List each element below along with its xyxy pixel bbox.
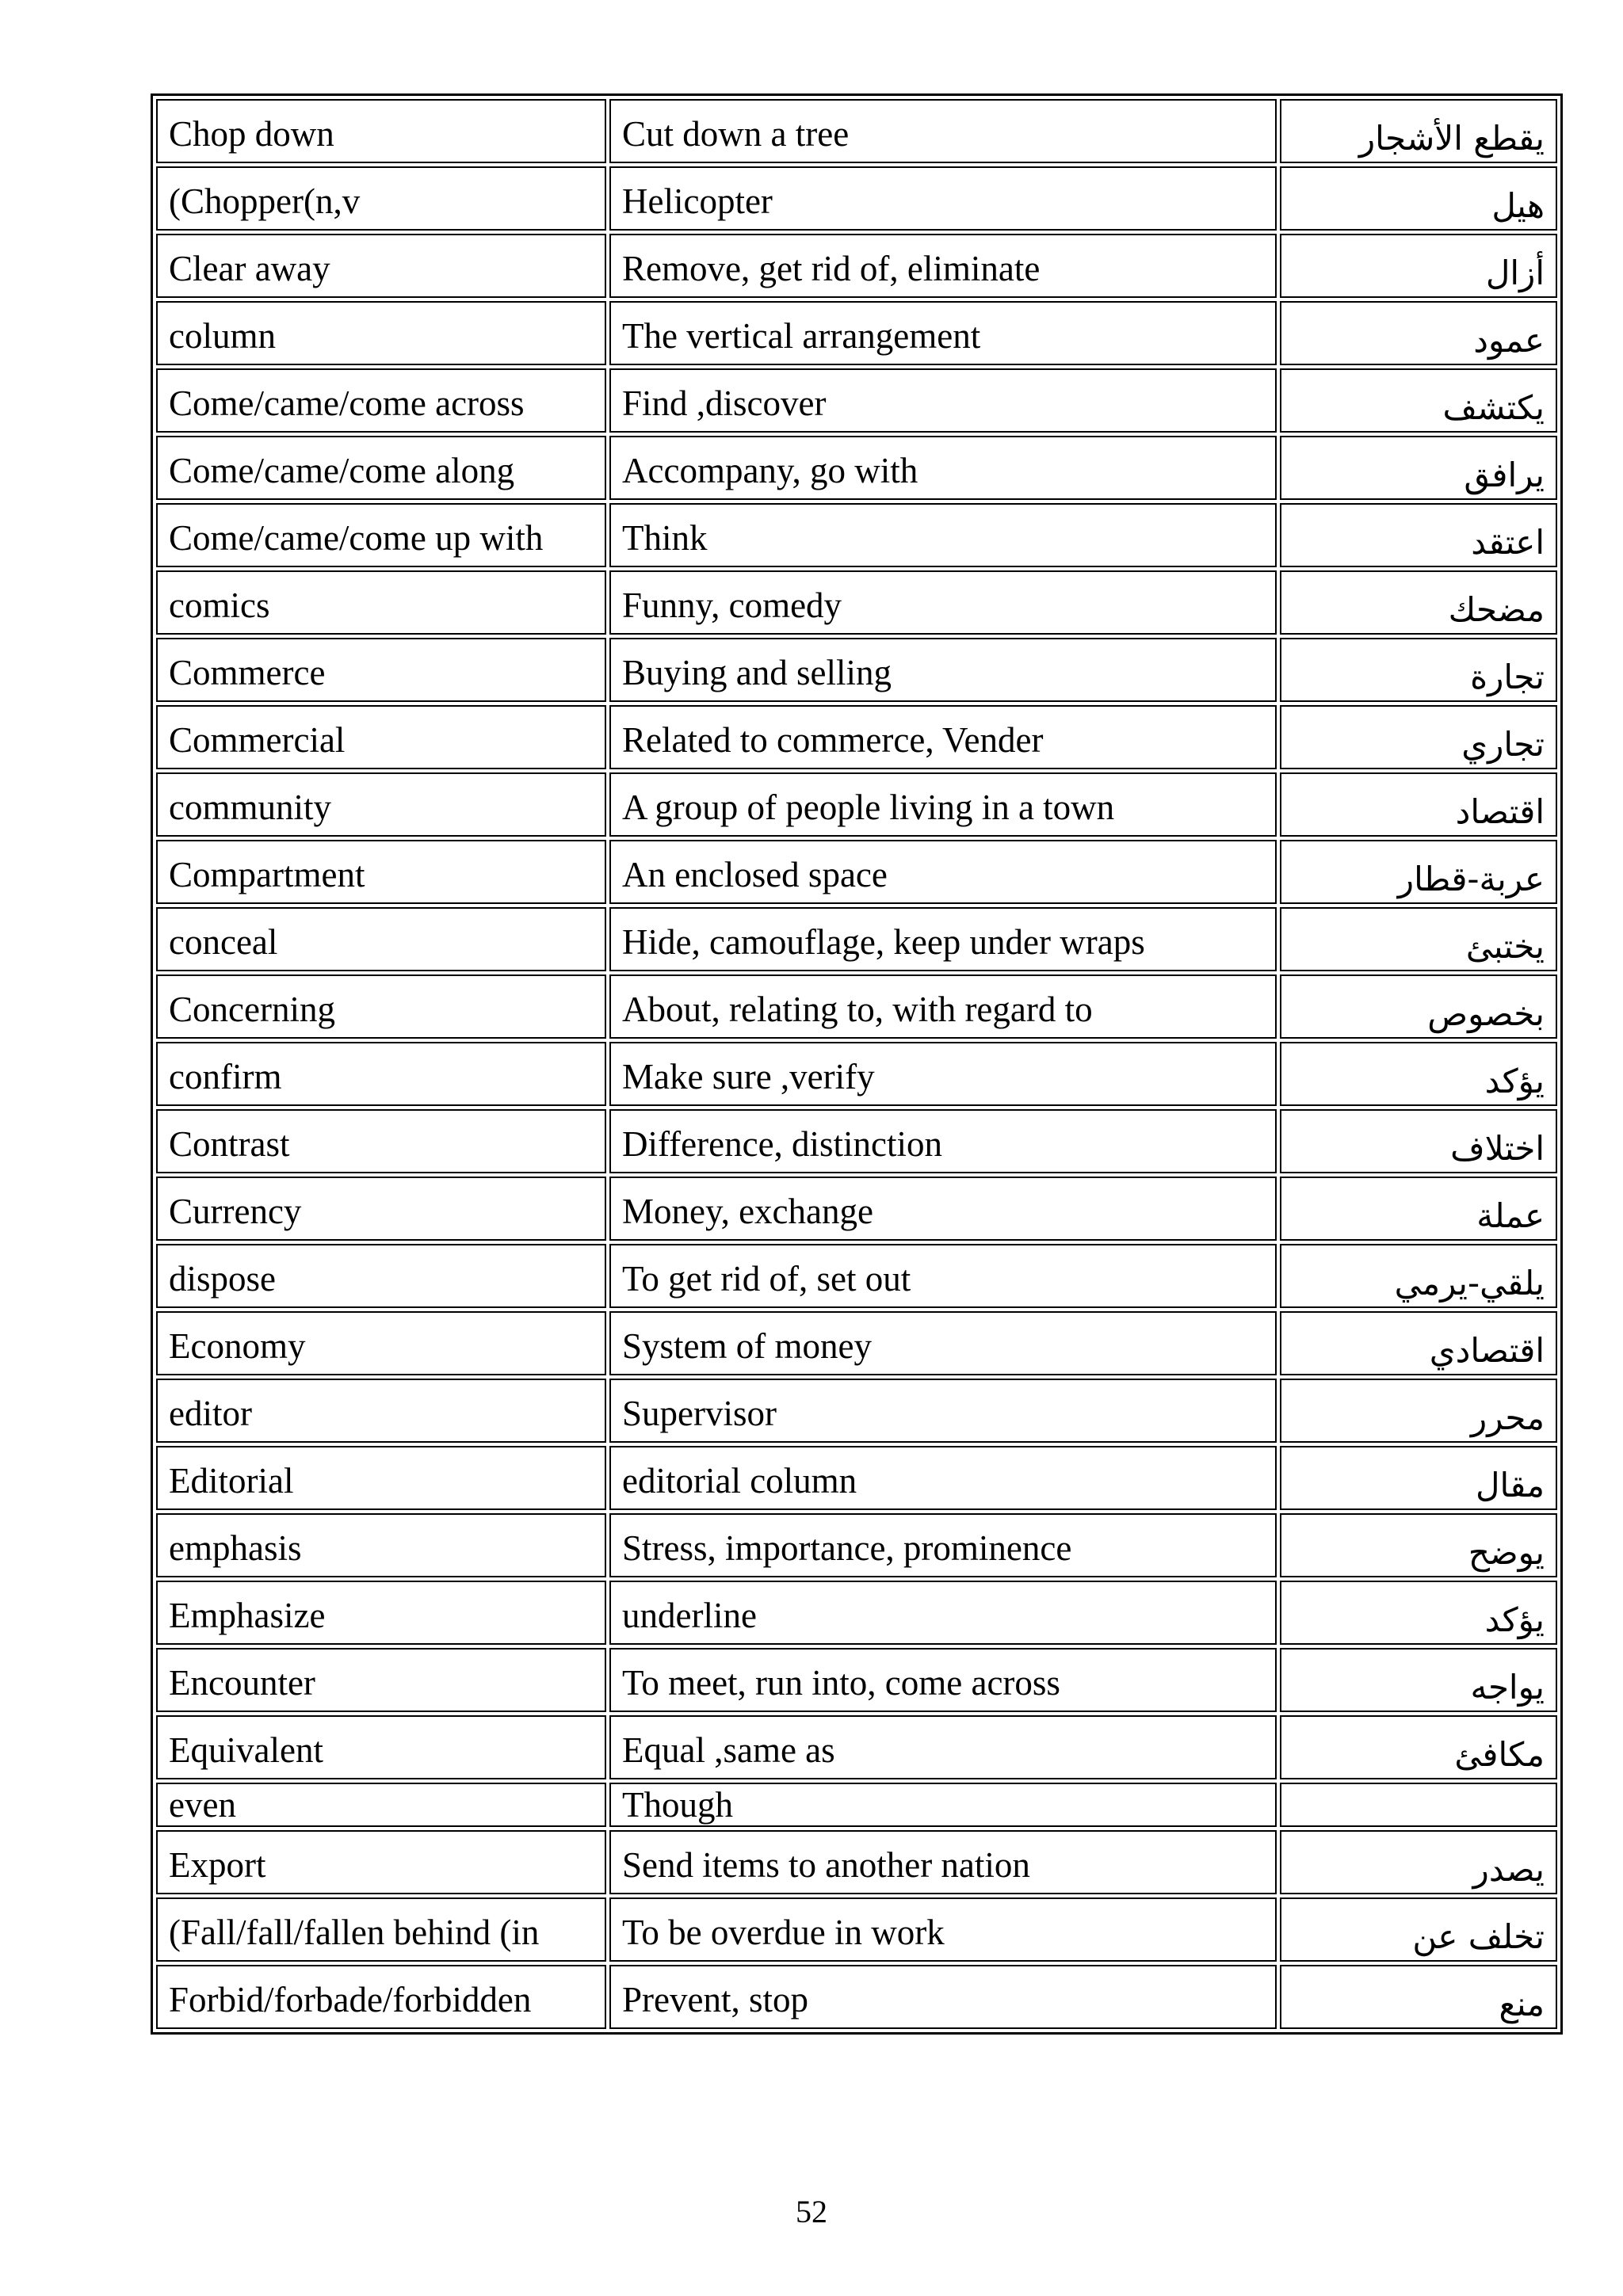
arabic-translation: يصدر — [1280, 1830, 1557, 1894]
english-meaning: Equal ,same as — [609, 1715, 1277, 1779]
english-meaning: A group of people living in a town — [609, 772, 1277, 837]
arabic-translation: يكتشف — [1280, 368, 1557, 433]
table-row — [156, 840, 1557, 904]
table-row — [156, 234, 1557, 298]
english-term: Export — [156, 1830, 606, 1894]
table-row — [156, 99, 1557, 163]
english-term: even — [156, 1783, 606, 1827]
english-meaning: editorial column — [609, 1446, 1277, 1510]
english-term: Currency — [156, 1177, 606, 1241]
english-term: Equivalent — [156, 1715, 606, 1779]
english-term: confirm — [156, 1042, 606, 1106]
arabic-translation: تخلف عن — [1280, 1897, 1557, 1962]
arabic-translation: عملة — [1280, 1177, 1557, 1241]
english-term: Editorial — [156, 1446, 606, 1510]
table-row — [156, 503, 1557, 567]
table-row — [156, 1715, 1557, 1779]
table-row — [156, 570, 1557, 635]
arabic-translation: محرر — [1280, 1379, 1557, 1443]
english-meaning: underline — [609, 1581, 1277, 1645]
table-row — [156, 1244, 1557, 1308]
english-meaning: Remove, get rid of, eliminate — [609, 234, 1277, 298]
arabic-translation: هيل — [1280, 166, 1557, 231]
table-row — [156, 1177, 1557, 1241]
arabic-translation: اعتقد — [1280, 503, 1557, 567]
english-meaning: To be overdue in work — [609, 1897, 1277, 1962]
english-term: Economy — [156, 1311, 606, 1375]
arabic-translation: يلقي-يرمي — [1280, 1244, 1557, 1308]
english-term: Commercial — [156, 705, 606, 769]
english-term: Clear away — [156, 234, 606, 298]
table-row — [156, 436, 1557, 500]
english-meaning: An enclosed space — [609, 840, 1277, 904]
english-term: editor — [156, 1379, 606, 1443]
arabic-translation: يرافق — [1280, 436, 1557, 500]
english-term: emphasis — [156, 1513, 606, 1577]
arabic-translation: مقال — [1280, 1446, 1557, 1510]
english-meaning: Supervisor — [609, 1379, 1277, 1443]
english-meaning: Though — [609, 1783, 1277, 1827]
english-term: conceal — [156, 907, 606, 971]
english-term: Emphasize — [156, 1581, 606, 1645]
arabic-translation: يؤكد — [1280, 1581, 1557, 1645]
arabic-translation: مضحك — [1280, 570, 1557, 635]
vocabulary-table-body — [156, 99, 1557, 2029]
english-term: Encounter — [156, 1648, 606, 1712]
english-term: Chop down — [156, 99, 606, 163]
english-meaning: To get rid of, set out — [609, 1244, 1277, 1308]
arabic-translation: اقتصاد — [1280, 772, 1557, 837]
english-meaning: Make sure ,verify — [609, 1042, 1277, 1106]
table-row — [156, 705, 1557, 769]
arabic-translation: بخصوص — [1280, 974, 1557, 1039]
english-meaning: Related to commerce, Vender — [609, 705, 1277, 769]
table-row — [156, 772, 1557, 837]
english-meaning: System of money — [609, 1311, 1277, 1375]
english-meaning: Accompany, go with — [609, 436, 1277, 500]
table-row — [156, 301, 1557, 365]
english-term: column — [156, 301, 606, 365]
english-term: Concerning — [156, 974, 606, 1039]
arabic-translation: يؤكد — [1280, 1042, 1557, 1106]
table-row — [156, 638, 1557, 702]
english-meaning: Send items to another nation — [609, 1830, 1277, 1894]
table-row — [156, 1783, 1557, 1827]
arabic-translation: اقتصادي — [1280, 1311, 1557, 1375]
table-row — [156, 907, 1557, 971]
english-meaning: Cut down a tree — [609, 99, 1277, 163]
english-meaning: Find ,discover — [609, 368, 1277, 433]
table-row — [156, 1830, 1557, 1894]
english-meaning: The vertical arrangement — [609, 301, 1277, 365]
english-meaning: Hide, camouflage, keep under wraps — [609, 907, 1277, 971]
table-row — [156, 1446, 1557, 1510]
english-meaning: Helicopter — [609, 166, 1277, 231]
arabic-translation: منع — [1280, 1965, 1557, 2029]
table-row — [156, 1581, 1557, 1645]
arabic-translation: يختبئ — [1280, 907, 1557, 971]
arabic-translation: اختلاف — [1280, 1109, 1557, 1173]
english-term: dispose — [156, 1244, 606, 1308]
arabic-translation: تجاري — [1280, 705, 1557, 769]
table-row — [156, 1513, 1557, 1577]
english-term: Come/came/come across — [156, 368, 606, 433]
table-row — [156, 1897, 1557, 1962]
english-meaning: About, relating to, with regard to — [609, 974, 1277, 1039]
english-term: Forbid/forbade/forbidden — [156, 1965, 606, 2029]
english-term: (Fall/fall/fallen behind (in — [156, 1897, 606, 1962]
english-term: (Chopper(n,v — [156, 166, 606, 231]
arabic-translation: يوضح — [1280, 1513, 1557, 1577]
english-meaning: Funny, comedy — [609, 570, 1277, 635]
english-term: Contrast — [156, 1109, 606, 1173]
table-row — [156, 1109, 1557, 1173]
table-row — [156, 974, 1557, 1039]
english-meaning: Difference, distinction — [609, 1109, 1277, 1173]
vocabulary-table — [151, 93, 1563, 2035]
english-term: Commerce — [156, 638, 606, 702]
english-meaning: To meet, run into, come across — [609, 1648, 1277, 1712]
arabic-translation: يقطع الأشجار — [1280, 99, 1557, 163]
english-meaning: Buying and selling — [609, 638, 1277, 702]
table-row — [156, 1965, 1557, 2029]
arabic-translation — [1280, 1783, 1557, 1827]
english-meaning: Think — [609, 503, 1277, 567]
table-row — [156, 1648, 1557, 1712]
arabic-translation: عربة-قطار — [1280, 840, 1557, 904]
english-meaning: Money, exchange — [609, 1177, 1277, 1241]
table-row — [156, 368, 1557, 433]
english-term: Come/came/come along — [156, 436, 606, 500]
english-term: Come/came/come up with — [156, 503, 606, 567]
table-row — [156, 166, 1557, 231]
table-row — [156, 1379, 1557, 1443]
arabic-translation: يواجه — [1280, 1648, 1557, 1712]
english-meaning: Prevent, stop — [609, 1965, 1277, 2029]
table-row — [156, 1042, 1557, 1106]
english-meaning: Stress, importance, prominence — [609, 1513, 1277, 1577]
english-term: community — [156, 772, 606, 837]
arabic-translation: تجارة — [1280, 638, 1557, 702]
english-term: Compartment — [156, 840, 606, 904]
arabic-translation: أزال — [1280, 234, 1557, 298]
arabic-translation: مكافئ — [1280, 1715, 1557, 1779]
table-row — [156, 1311, 1557, 1375]
page-number: 52 — [796, 2194, 827, 2229]
arabic-translation: عمود — [1280, 301, 1557, 365]
english-term: comics — [156, 570, 606, 635]
